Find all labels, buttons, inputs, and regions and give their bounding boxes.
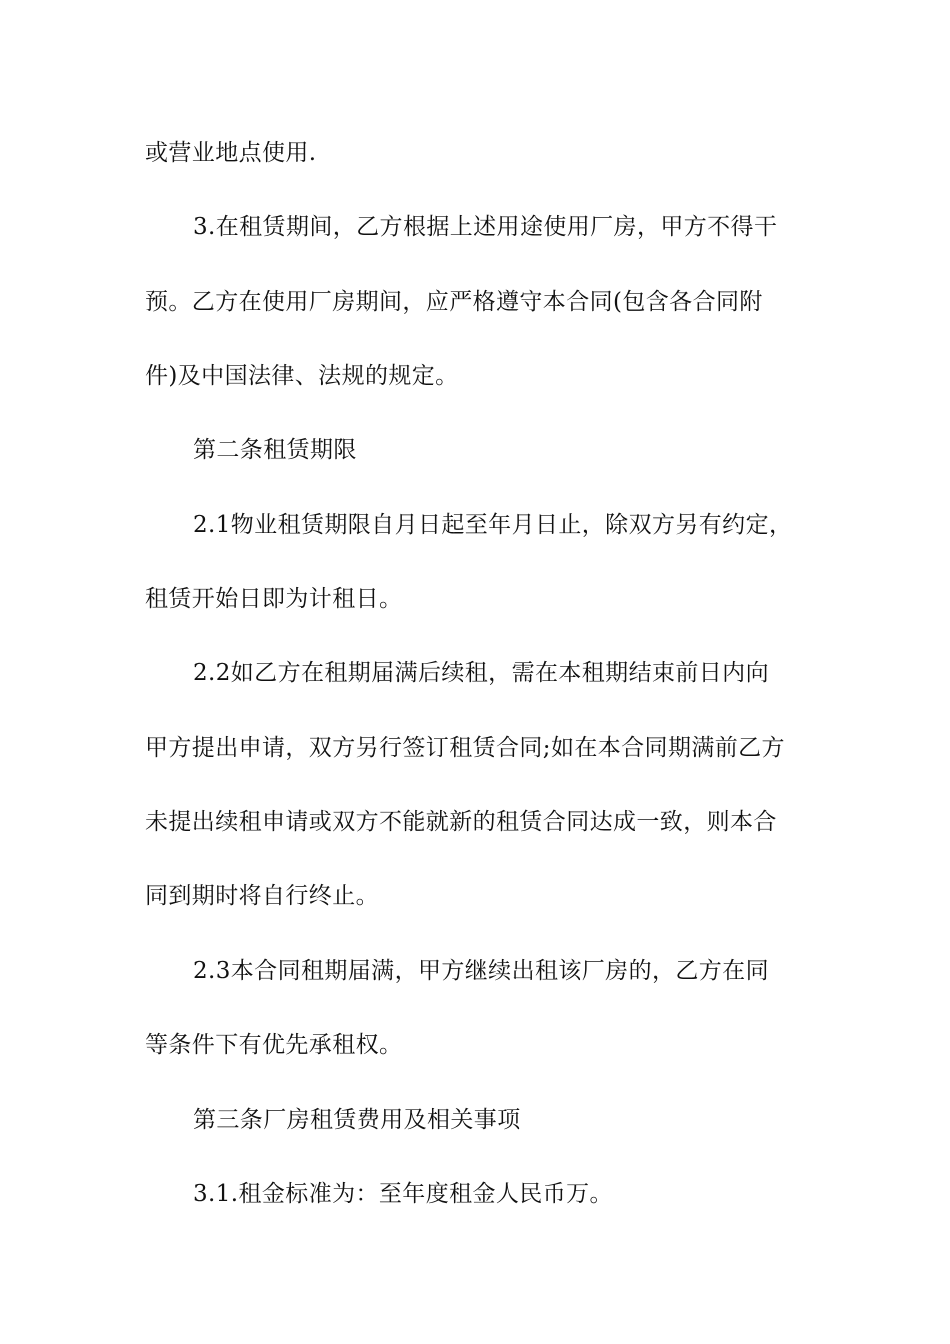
text-line-2: 3.在租赁期间，乙方根据上述用途使用厂房，甲方不得干 bbox=[193, 214, 778, 240]
section-heading-3: 第三条厂房租赁费用及相关事项 bbox=[193, 1107, 521, 1133]
section-heading-2: 第二条租赁期限 bbox=[193, 437, 357, 463]
text-line-8: 2.2如乙方在租期届满后续租，需在本租期结束前日内向 bbox=[193, 660, 769, 686]
text-line-9: 甲方提出申请，双方另行签订租赁合同;如在本合同期满前乙方 bbox=[145, 735, 785, 761]
text-line-13: 等条件下有优先承租权。 bbox=[145, 1032, 403, 1058]
text-line-15: 3.1.租金标准为：至年度租金人民币万。 bbox=[193, 1181, 613, 1207]
text-line-12: 2.3本合同租期届满，甲方继续出租该厂房的，乙方在同 bbox=[193, 958, 769, 984]
text-line-7: 租赁开始日即为计租日。 bbox=[145, 586, 403, 612]
text-line-10: 未提出续租申请或双方不能就新的租赁合同达成一致，则本合 bbox=[145, 809, 777, 835]
text-line-6: 2.1物业租赁期限自月日起至年月日止，除双方另有约定， bbox=[193, 512, 793, 538]
text-line-4: 件)及中国法律、法规的规定。 bbox=[145, 363, 459, 389]
text-line-3: 预。乙方在使用厂房期间，应严格遵守本合同(包含各合同附 bbox=[145, 289, 763, 315]
text-line-1: 或营业地点使用. bbox=[145, 140, 317, 166]
text-line-11: 同到期时将自行终止。 bbox=[145, 883, 379, 909]
